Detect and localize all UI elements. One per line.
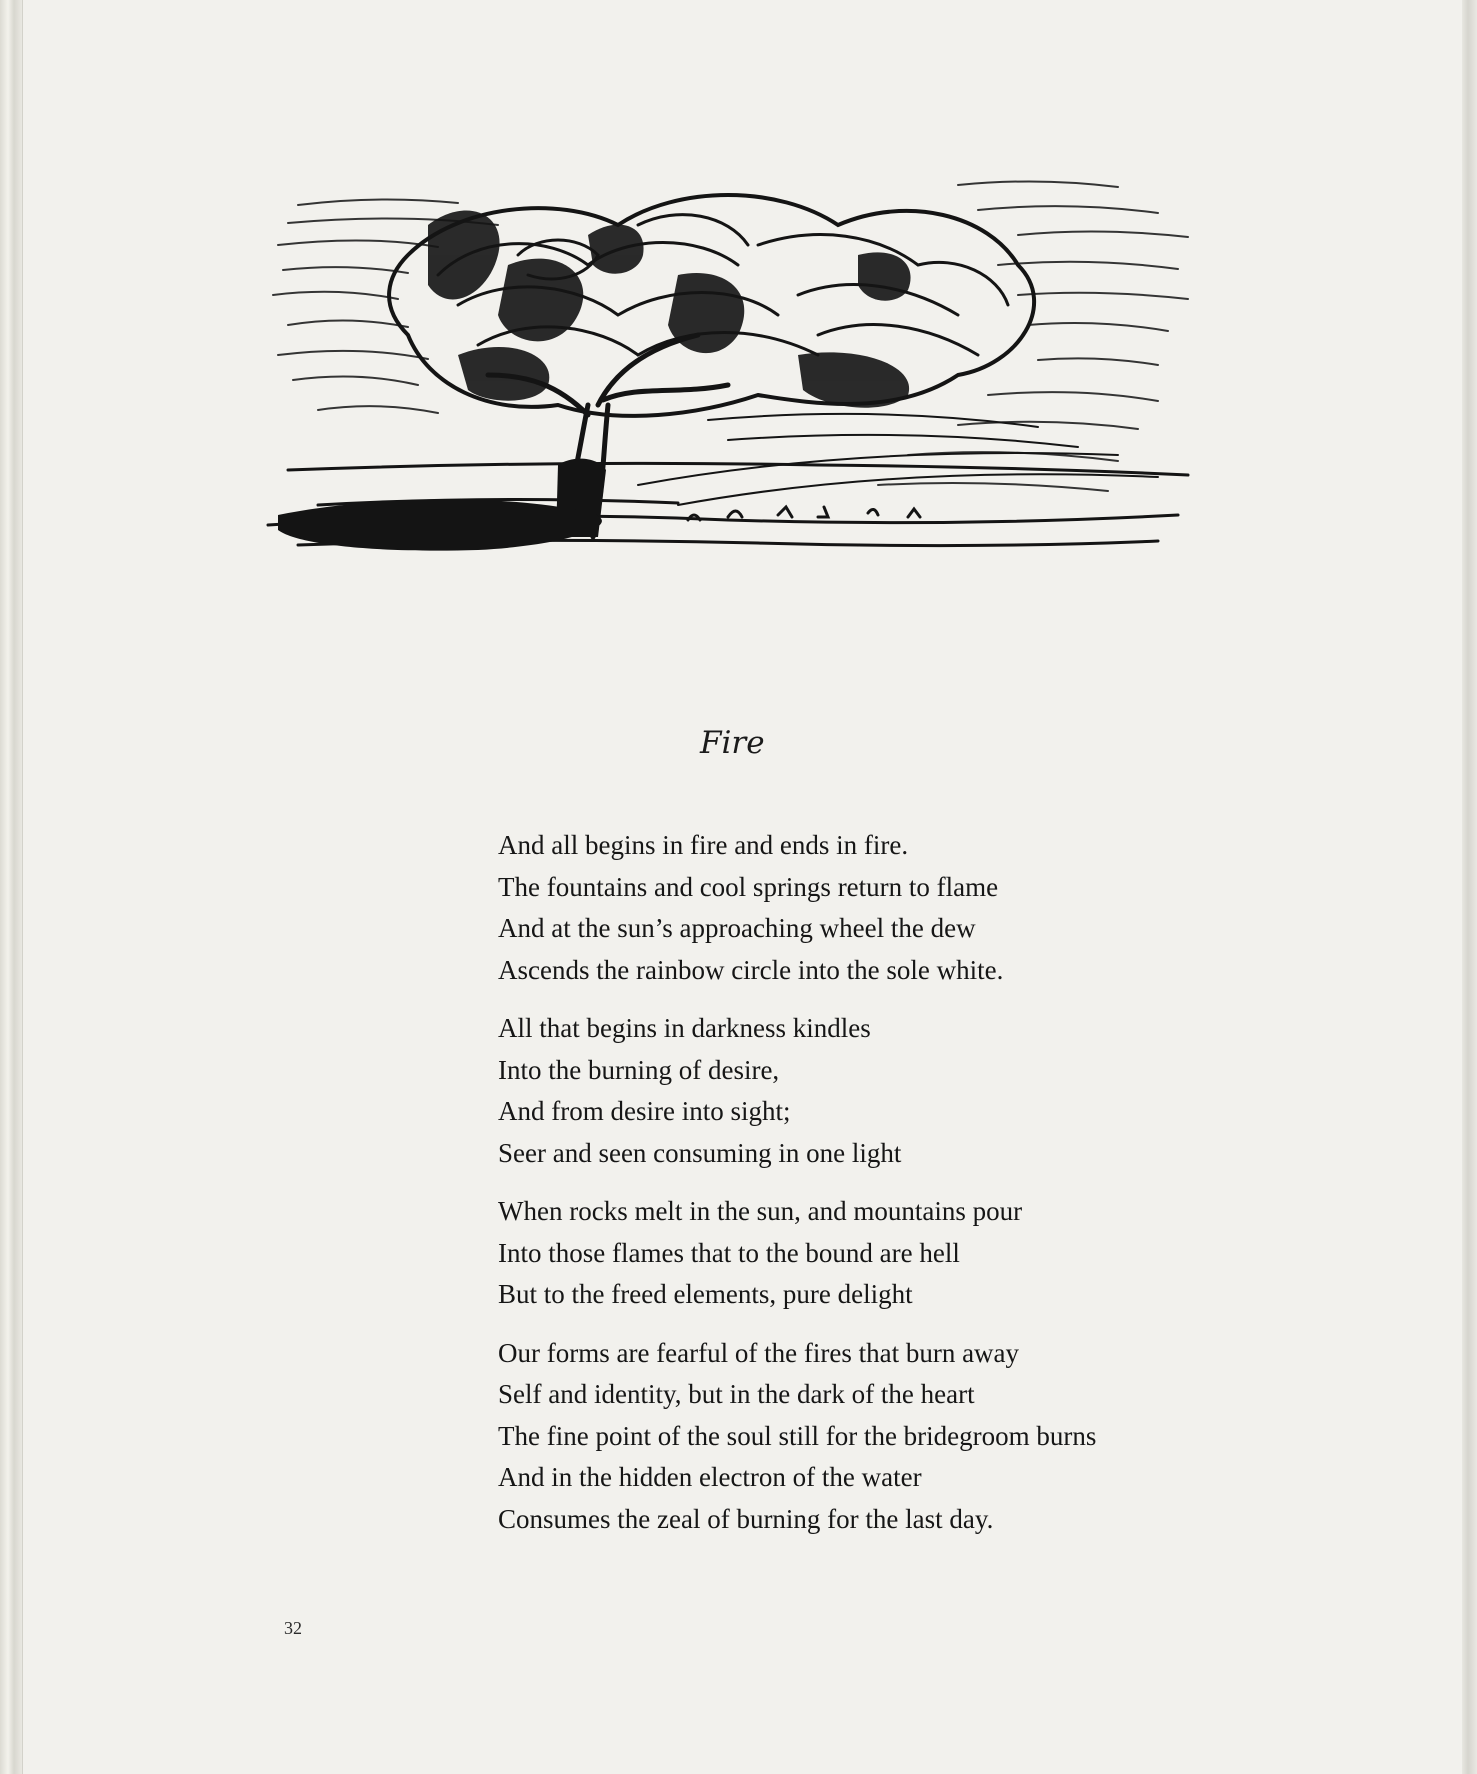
stanza <box>498 825 1278 991</box>
poem-line: Self and identity, but in the dark of the heart <box>498 1379 975 1409</box>
poem-line: And in the hidden electron of the water <box>498 1462 922 1492</box>
stanza <box>498 1333 1278 1541</box>
poem-line: And from desire into sight; <box>498 1096 791 1126</box>
poem-line: Seer and seen consuming in one light <box>498 1137 902 1168</box>
poem-line: The fine point of the soul still for the bridegroom burns <box>498 1420 1097 1451</box>
ink-tree-drawing-icon <box>258 165 1208 635</box>
poem-line: When rocks melt in the sun, and mountains pour <box>498 1196 1023 1226</box>
poem-line: All that begins in darkness kindles <box>498 1013 871 1043</box>
poem-line: Our forms are fearful of the fires that burn away <box>498 1337 1020 1368</box>
poem-line: And all begins in fire and ends in fire. <box>498 830 909 860</box>
stanza <box>498 1008 1278 1174</box>
page-edge <box>1462 0 1477 1774</box>
stanza <box>498 1191 1278 1316</box>
poem-line: The fountains and cool springs return to flame <box>498 871 999 902</box>
page-number: 32 <box>284 1618 302 1638</box>
book-gutter <box>0 0 22 1774</box>
poem-line: Ascends the rainbow circle into the sole white. <box>498 954 1004 985</box>
poem-line: Into the burning of desire, <box>498 1054 780 1085</box>
poem-line: But to the freed elements, pure delight <box>498 1279 913 1309</box>
poem-line: Into those flames that to the bound are hell <box>498 1237 960 1268</box>
poem-title: Fire <box>700 725 765 761</box>
poem-line: And at the sun’s approaching wheel the dew <box>498 913 976 943</box>
poem-line: Consumes the zeal of burning for the last day. <box>498 1503 994 1534</box>
poem-body <box>498 825 1278 1557</box>
